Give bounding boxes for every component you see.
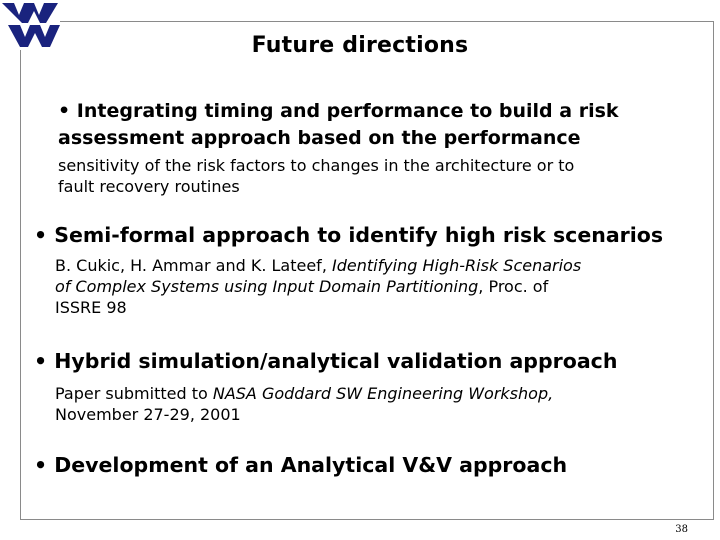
bullet-item-4-line-1 — [34, 451, 567, 479]
bullet-item-3 — [34, 347, 617, 425]
slide-title: Future directions — [251, 33, 469, 58]
reference-2-line-2 — [55, 276, 663, 297]
bullet-item-3-line-1 — [34, 347, 617, 375]
bullet-marker: • — [58, 100, 71, 122]
reference-2-venue-2: ISSRE 98 — [55, 298, 127, 317]
reference-2-title-1: Identifying High-Risk Scenarios — [331, 256, 582, 275]
bullet-item-2 — [34, 221, 663, 318]
reference-3-line-2: November 27-29, 2001 — [55, 405, 241, 424]
bullet-item-1-text-1: Integrating timing and performance to build a risk — [76, 100, 619, 122]
reference-3-prefix: Paper submitted to — [55, 384, 213, 403]
bullet-item-1-line-1 — [58, 98, 619, 125]
bullet-item-1-detail-1: sensitivity of the risk factors to changes in the architecture or to — [58, 156, 575, 175]
bullet-item-2-line-1 — [34, 221, 663, 249]
reference-2-line-1 — [55, 255, 663, 276]
frame-right-line — [713, 21, 714, 520]
bullet-item-4-text-1: Development of an Analytical V&V approach — [54, 453, 568, 477]
bullet-item-2-text-1: Semi-formal approach to identify high risk scenarios — [54, 223, 664, 247]
bullet-item-3-text-1: Hybrid simulation/analytical validation approach — [54, 349, 618, 373]
reference-2-venue-1: , Proc. of — [478, 277, 549, 296]
bullet-item-4 — [34, 451, 567, 479]
bullet-item-1 — [58, 98, 619, 197]
frame-left-line — [20, 50, 21, 520]
frame-bottom-line — [20, 519, 714, 520]
bullet-item-1-detail-2: fault recovery routines — [58, 177, 240, 196]
reference-2-authors: B. Cukic, H. Ammar and K. Lateef, — [55, 256, 332, 275]
bullet-marker: • — [34, 223, 48, 247]
frame-top-line — [60, 21, 714, 22]
page-number: 38 — [675, 524, 688, 535]
reference-3-line-1 — [55, 383, 617, 404]
bullet-item-1-text-2: assessment approach based on the performance — [58, 127, 581, 149]
reference-block-2 — [55, 255, 663, 318]
reference-block-3 — [55, 383, 617, 425]
bullet-marker: • — [34, 349, 48, 373]
reference-2-title-2: of Complex Systems using Input Domain Partitioning — [55, 277, 479, 296]
reference-3-venue: NASA Goddard SW Engineering Workshop, — [212, 384, 554, 403]
bullet-marker: • — [34, 453, 48, 477]
